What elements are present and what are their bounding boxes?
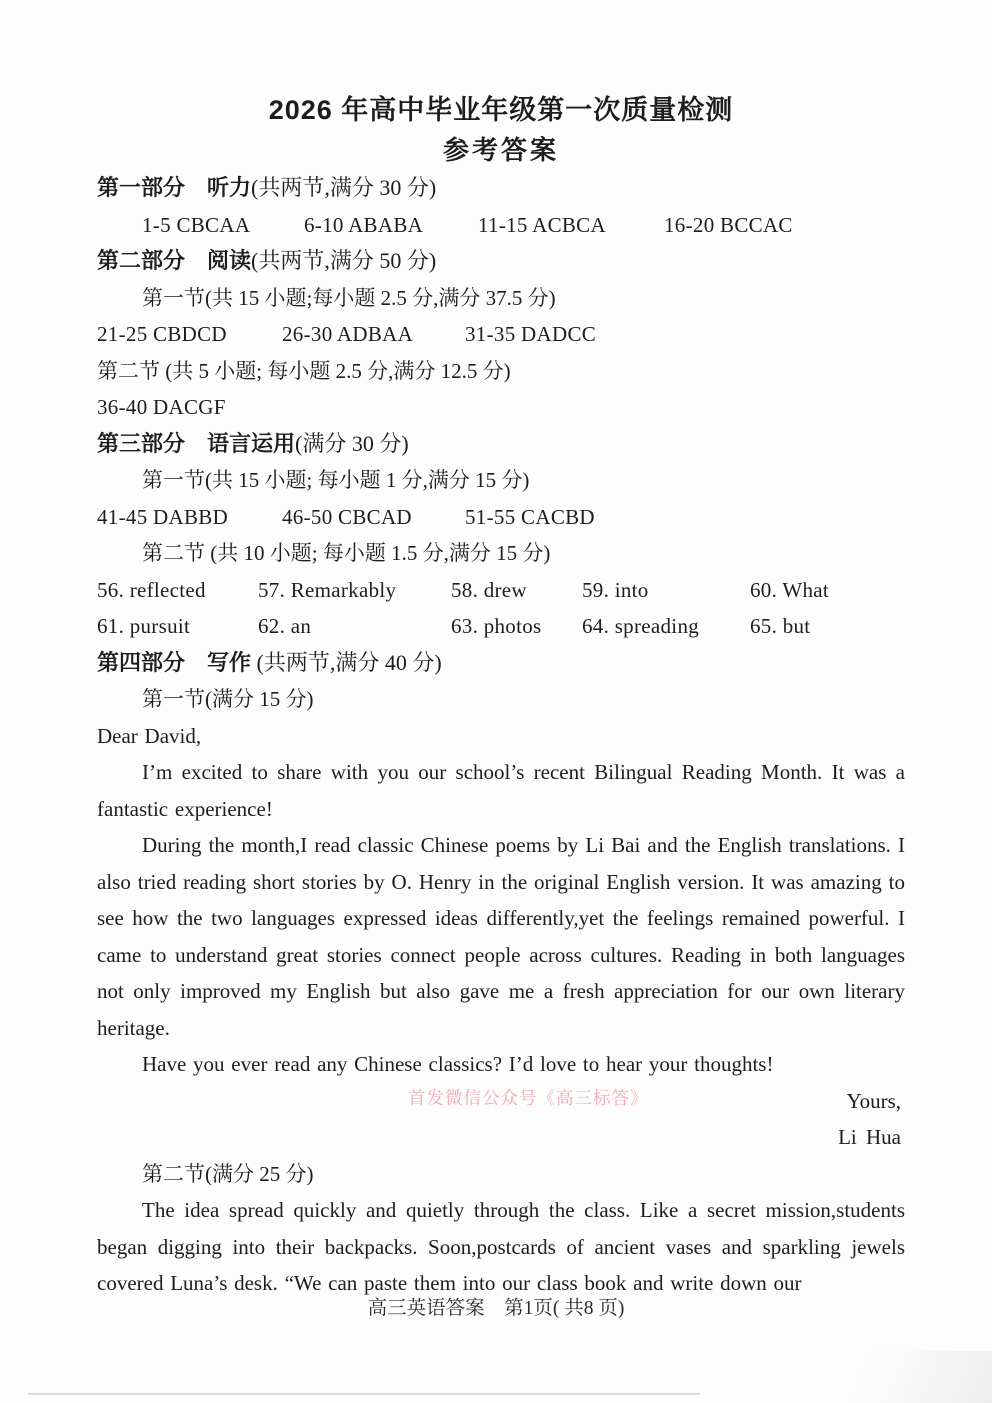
- listening-answers-row: [97, 207, 905, 244]
- answer-group: 36-40 DACGF: [97, 395, 226, 419]
- part4-section2-label: 第二节(满分 25 分): [142, 1161, 314, 1186]
- part3-heading-title: 第三部分 语言运用: [97, 430, 296, 456]
- watermark-text: 首发微信公众号《高三标答》: [408, 1088, 649, 1108]
- exam-title: 2026 年高中毕业年级第一次质量检测: [268, 95, 734, 125]
- scan-edge-line: [28, 1393, 700, 1395]
- answer-group: 16-20 BCCAC: [664, 212, 793, 237]
- reading-section2-answers-row: [97, 389, 905, 426]
- letter-paragraph-2: During the month,I read classic Chinese poems by Li Bai and the English translations. I also tried reading short stories by O. Henry in the original English version. It was amazing to see how the two languages expressed ideas differently,yet the feelings remained powerful. I came to understand great stories connect people across cultures. Reading in both languages not only improved my English but also gave me a fresh appreciation for our own literary heritage.: [97, 833, 905, 1040]
- answer-group: 31-35 DADCC: [465, 322, 597, 346]
- essay-paragraph: The idea spread quickly and quietly through the class. Like a secret mission,students began digging into their backpacks. Soon,postcards of ancient vases and sparkling jewels covered Luna’s desk. “We can paste them into our class book and write down our: [97, 1198, 905, 1295]
- answer-item: 63. photos: [451, 614, 542, 638]
- letter-salutation: [97, 718, 905, 755]
- part3-section1-label: 第一节(共 15 小题; 每小题 1 分,满分 15 分): [142, 468, 530, 492]
- answer-item: 57. Remarkably: [258, 577, 397, 602]
- answer-group: 41-45 DABBD: [97, 504, 229, 529]
- letter-paragraph-3: Have you ever read any Chinese classics? I’d love to hear your thoughts!: [142, 1052, 774, 1076]
- part3-section2-label: 第二节 (共 10 小题; 每小题 1.5 分,满分 15 分): [142, 541, 551, 565]
- answer-item: 60. What: [750, 577, 829, 602]
- part1-heading-title: 第一部分 听力: [97, 175, 252, 200]
- part4-heading-title: 第四部分 写作: [97, 649, 252, 675]
- answer-group: 46-50 CBCAD: [282, 504, 412, 529]
- part4-section1-label: 第一节(满分 15 分): [142, 687, 314, 711]
- letter-signature: Li Hua: [838, 1125, 901, 1149]
- answer-item: 65. but: [750, 614, 811, 638]
- part3-heading: [97, 426, 905, 463]
- part1-heading: [97, 170, 905, 207]
- reading-section1-answers-row: [97, 316, 905, 353]
- fill-answers-row-61-65: [97, 608, 905, 645]
- part2-heading-note: (共两节,满分 50 分): [251, 248, 437, 273]
- part4-heading: [97, 645, 905, 682]
- answer-item: 61. pursuit: [97, 614, 191, 638]
- part4-heading-note: (共两节,满分 40 分): [251, 649, 442, 675]
- letter-salutation-text: Dear David,: [97, 723, 202, 748]
- part1-heading-note: (共两节,满分 30 分): [251, 175, 437, 200]
- answer-item: 64. spreading: [582, 614, 700, 638]
- page-footer: 高三英语答案 第1页( 共8 页): [367, 1298, 625, 1319]
- answer-group: 26-30 ADBAA: [282, 322, 414, 346]
- fill-answers-row-56-60: [97, 572, 905, 609]
- answer-group: 6-10 ABABA: [304, 212, 424, 237]
- part2-section2-label: 第二节 (共 5 小题; 每小题 2.5 分,满分 12.5 分): [97, 358, 511, 383]
- letter-paragraph-1: I’m excited to share with you our school’s recent Bilingual Reading Month. It was a fantastic experience!: [97, 760, 905, 821]
- answer-item: 56. reflected: [97, 577, 206, 602]
- answer-item: 58. drew: [451, 577, 527, 602]
- answer-key-subtitle: 参考答案: [442, 135, 559, 165]
- answer-group: 21-25 CBDCD: [97, 322, 227, 346]
- answer-item: 62. an: [258, 614, 312, 638]
- answer-group: 51-55 CACBD: [465, 504, 595, 529]
- part2-heading: [97, 243, 905, 280]
- answer-item: 59. into: [582, 577, 649, 602]
- answer-group: 1-5 CBCAA: [142, 212, 251, 237]
- part2-heading-title: 第二部分 阅读: [97, 248, 252, 273]
- part3-heading-note: (满分 30 分): [295, 430, 409, 456]
- letter-closing: Yours,: [846, 1088, 901, 1113]
- language-section1-answers-row: [97, 499, 905, 536]
- answer-group: 11-15 ACBCA: [478, 212, 606, 237]
- part2-section1-label: 第一节(共 15 小题;每小题 2.5 分,满分 37.5 分): [142, 285, 556, 310]
- scan-shadow: [692, 1351, 992, 1403]
